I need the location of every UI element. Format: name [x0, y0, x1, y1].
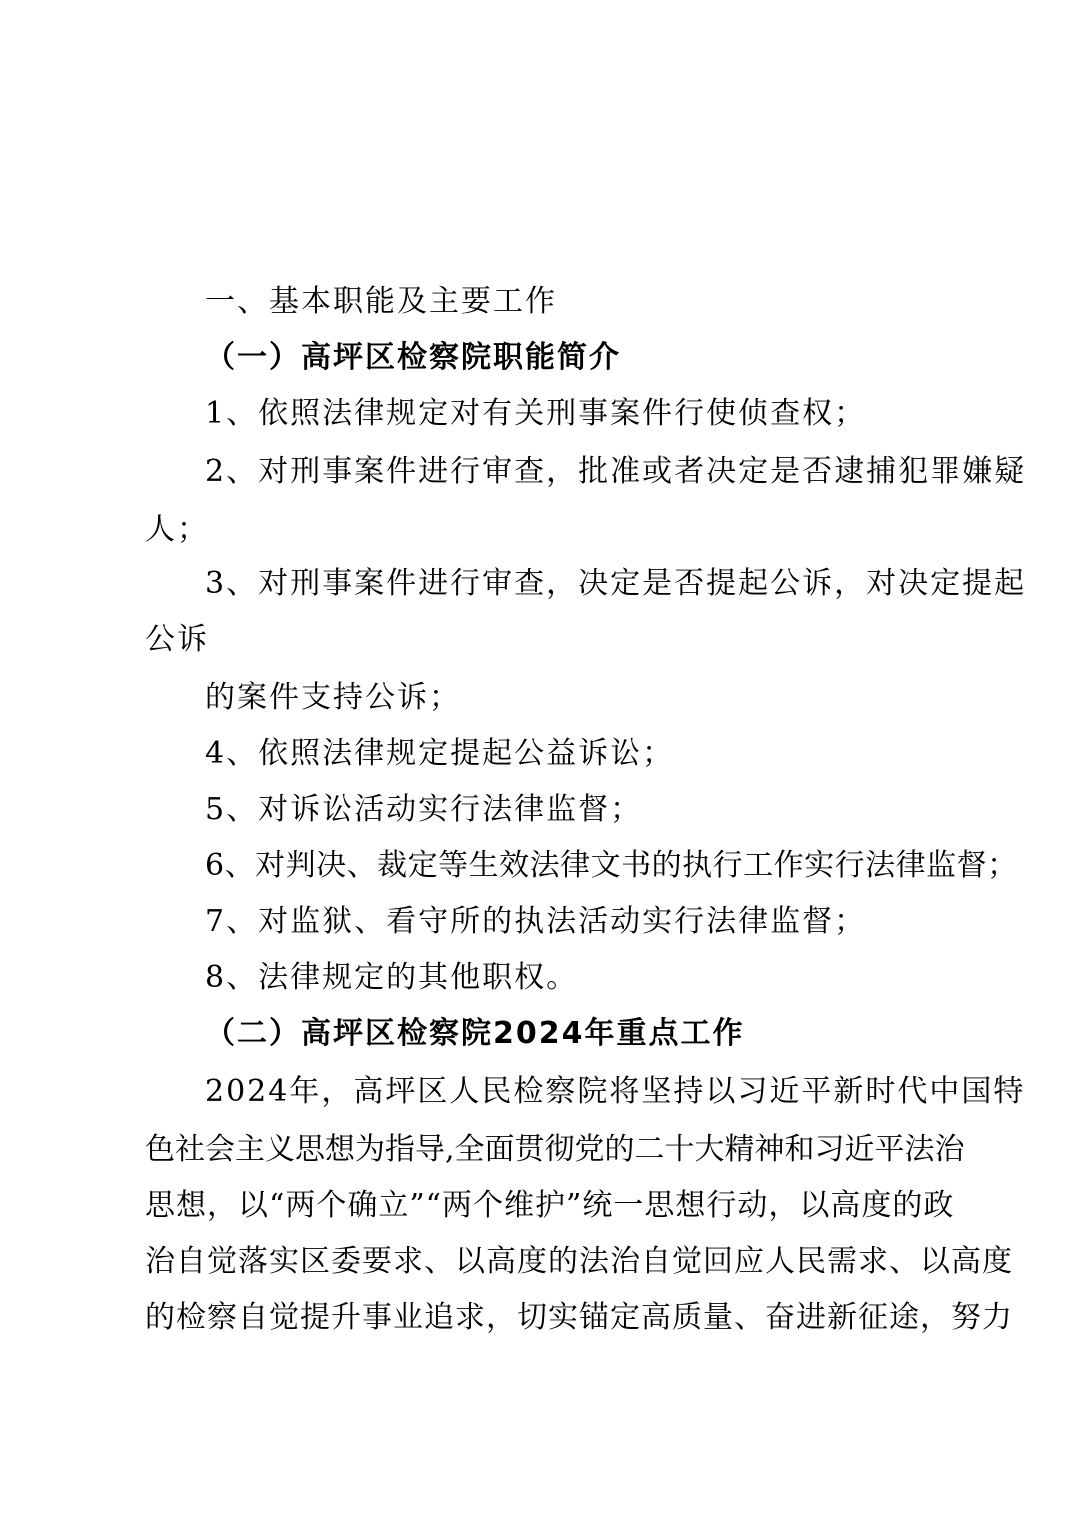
- subsection-heading: （一）高坪区检察院职能简介: [205, 340, 621, 375]
- paragraph-line: 治自觉落实区委要求、以高度的法治自觉回应人民需求、以高度: [145, 1244, 1013, 1279]
- list-item: 6、对判决、裁定等生效法律文书的执行工作实行法律监督；: [205, 848, 1018, 883]
- subsection-heading: （二）高坪区检察院2024年重点工作: [205, 1016, 745, 1051]
- paragraph-line: 的检察自觉提升事业追求，切实锚定高质量、奋进新征途，努力: [145, 1300, 1013, 1335]
- paragraph-line: 思想，以“两个确立”“两个维护”统一思想行动，以高度的政: [145, 1188, 955, 1223]
- list-item: 4、依照法律规定提起公益诉讼；: [205, 736, 675, 771]
- list-item: 3、对刑事案件进行审查，决定是否提起公诉，对决定提起: [205, 566, 1027, 601]
- list-item: 7、对监狱、看守所的执法活动实行法律监督；: [205, 904, 867, 939]
- list-item: 2、对刑事案件进行审查，批准或者决定是否逮捕犯罪嫌疑: [205, 454, 1027, 489]
- paragraph-line: 色社会主义思想为指导,全面贯彻党的二十大精神和习近平法治: [145, 1132, 965, 1167]
- section-heading: 一、基本职能及主要工作: [205, 284, 557, 319]
- list-item: 1、依照法律规定对有关刑事案件行使侦查权；: [205, 396, 867, 431]
- list-item-continuation: 的案件支持公诉；: [205, 680, 461, 715]
- list-item-continuation: 公诉: [145, 622, 209, 657]
- list-item-continuation: 人；: [145, 512, 209, 547]
- list-item: 8、法律规定的其他职权。: [205, 960, 579, 995]
- list-item: 5、对诉讼活动实行法律监督；: [205, 792, 643, 827]
- paragraph-line: 2024年，高坪区人民检察院将坚持以习近平新时代中国特: [205, 1074, 1026, 1109]
